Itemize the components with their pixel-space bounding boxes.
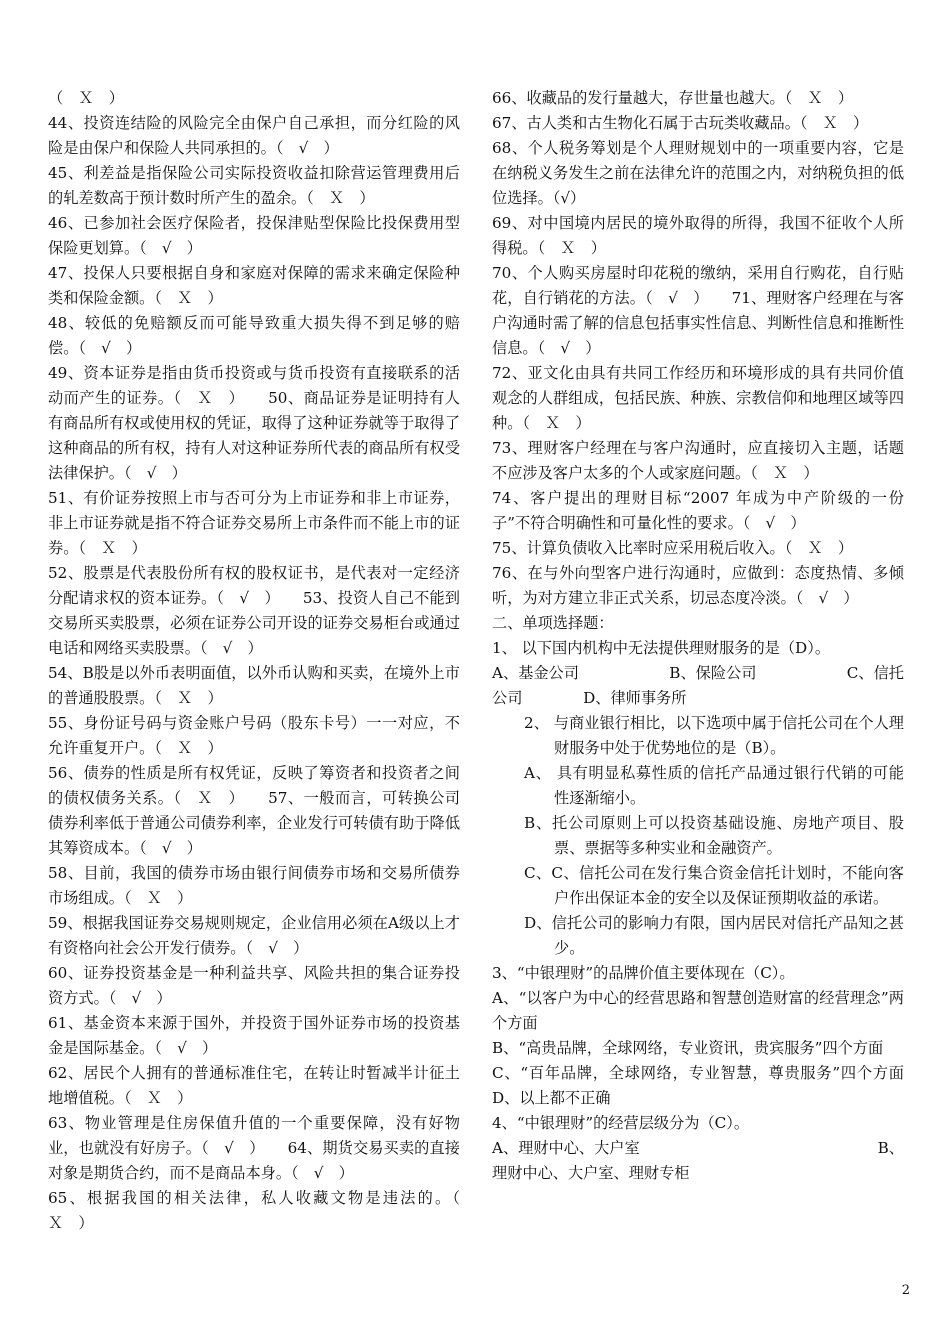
choice-question-1-options-cont: 公司 D、律师事务所 — [492, 689, 687, 707]
question-59: 59、根据我国证券交易规则规定，企业信用必须在A级以上才有资格向社会公开发行债券。（ √ ） — [48, 914, 460, 957]
choice-question-3-option-c-d: C、“百年品牌，全球网络，专业智慧，尊贵服务”四个方面 D、以上都不正确 — [492, 1064, 935, 1107]
choice-question-1-options — [492, 661, 904, 686]
choice-question-2-option-a: A、 具有明显私募性质的信托产品通过银行代销的可能性逐渐缩小。 — [524, 764, 904, 807]
question-47: 47、投保人只要根据自身和家庭对保障的需求来确定保险种类和保险金额。（ Ｘ ） — [48, 264, 460, 307]
choice-question-2-option-d: D、信托公司的影响力有限，国内居民对信托产品知之甚少。 — [524, 914, 904, 957]
choice-question-4-options-cont: 理财中心、大户室、理财专柜 — [492, 1164, 690, 1182]
question-48: 48、较低的免赔额反而可能导致重大损失得不到足够的赔偿。（ √ ） — [48, 314, 460, 357]
question-73: 73、理财客户经理在与客户沟通时，应直接切入主题，话题不应涉及客户太多的个人或家庭问题。（ Ｘ ） — [492, 439, 904, 482]
question-54: 54、B股是以外币表明面值，以外币认购和买卖，在境外上市的普通股股票。（ Ｘ ） — [48, 664, 460, 707]
question-76: 76、在与外向型客户进行沟通时，应做到：态度热情、多倾听，为对方建立非正式关系，切忌态度冷淡。（ √ ） — [492, 564, 904, 607]
question-69: 69、对中国境内居民的境外取得的所得，我国不征收个人所得税。（ Ｘ ） — [492, 214, 904, 257]
option-a: A、理财中心、大户室 — [492, 1139, 640, 1157]
choice-question-2-option-c: C、C、信托公司在发行集合资金信托计划时，不能向客户作出保证本金的安全以及保证预期收益的承诺。 — [524, 864, 904, 907]
question-49-50: 49、资本证券是指由货币投资或与货币投资有直接联系的活动而产生的证券。（ Ｘ ） 50、商品证券是证明持有人有商品所有权或使用权的凭证，取得了这种证券就等于取得了这种商品的所有权，持有人对这种证券所代表的商品所有权受法律保护。（ √ ） — [48, 364, 460, 482]
answer-continuation: （ Ｘ ） — [48, 89, 124, 107]
question-51: 51、有价证券按照上市与否可分为上市证券和非上市证券，非上市证券就是指不符合证券交易所上市条件而不能上市的证券。（ Ｘ ） — [48, 489, 460, 557]
question-62: 62、居民个人拥有的普通标准住宅，在转让时暂减半计征土地增值税。（ Ｘ ） — [48, 1064, 460, 1107]
question-65: 65、根据我国的相关法律，私人收藏文物是违法的。（ Ｘ ） — [48, 1189, 476, 1232]
right-column — [492, 86, 935, 1186]
choice-question-3-option-a: A、“以客户为中心的经营思路和智慧创造财富的经营理念”两个方面 — [492, 989, 904, 1032]
choice-question-1: 1、 以下国内机构中无法提供理财服务的是（D）。 — [492, 639, 831, 657]
left-column — [48, 86, 476, 1236]
choice-question-2: 2、 与商业银行相比，以下选项中属于信托公司在个人理财服务中处于优势地位的是（B）。 — [524, 714, 904, 757]
section-heading-single-choice: 二、单项选择题： — [492, 614, 614, 632]
option-c: C、信托 — [846, 664, 904, 682]
question-52-53: 52、股票是代表股份所有权的股权证书，是代表对一定经济分配请求权的资本证券。（ √ ） 53、投资人自己不能到交易所买卖股票，必须在证券公司开设的证券交易柜台或通过电话和网络买卖股票。（ √ ） — [48, 564, 460, 657]
question-75: 75、计算负债收入比率时应采用税后收入。（ Ｘ ） — [492, 539, 854, 557]
choice-question-2-option-b: B、托公司原则上可以投资基础设施、房地产项目、股票、票据等多种实业和金融资产。 — [524, 814, 904, 857]
option-a: A、基金公司 — [492, 664, 579, 682]
question-68: 68、个人税务筹划是个人理财规划中的一项重要内容，它是在纳税义务发生之前在法律允许的范围之内，对纳税负担的低位选择。（√） — [492, 139, 904, 207]
question-60: 60、证券投资基金是一种利益共享、风险共担的集合证券投资方式。（ √ ） — [48, 964, 460, 1007]
choice-question-3: 3、“中银理财”的品牌价值主要体现在（C）。 — [492, 964, 795, 982]
question-72: 72、亚文化由具有共同工作经历和环境形成的具有共同价值观念的人群组成，包括民族、种族、宗教信仰和地理区域等四种。（ Ｘ ） — [492, 364, 904, 432]
question-58: 58、目前，我国的债券市场由银行间债券市场和交易所债券市场组成。（ Ｘ ） — [48, 864, 460, 907]
question-74: 74、客户提出的理财目标“2007 年成为中产阶级的一份子”不符合明确性和可量化性的要求。（ √ ） — [492, 489, 904, 532]
choice-question-4: 4、“中银理财”的经营层级分为（C）。 — [492, 1114, 750, 1132]
question-45: 45、利差益是指保险公司实际投资收益扣除营运管理费用后的轧差数高于预计数时所产生的盈余。（ Ｘ ） — [48, 164, 460, 207]
question-66: 66、收藏品的发行量越大，存世量也越大。（ Ｘ ） — [492, 89, 854, 107]
question-46: 46、已参加社会医疗保险者，投保津贴型保险比投保费用型保险更划算。（ √ ） — [48, 214, 460, 257]
option-b: B、保险公司 — [669, 664, 757, 682]
question-56-57: 56、债券的性质是所有权凭证，反映了筹资者和投资者之间的债权债务关系。（ Ｘ ） 57、一般而言，可转换公司债券利率低于普通公司债券利率，企业发行可转债有助于降低其筹资成本。（ √ ） — [48, 764, 460, 857]
choice-question-3-option-b: B、“高贵品牌，全球网络，专业资讯，贵宾服务”四个方面 — [492, 1039, 884, 1057]
question-63-64: 63、物业管理是住房保值升值的一个重要保障，没有好物业，也就没有好房子。（ √ ） 64、期货交易买卖的直接对象是期货合约，而不是商品本身。（ √ ） — [48, 1114, 460, 1182]
question-70-71: 70、个人购买房屋时印花税的缴纳，采用自行购花，自行贴花，自行销花的方法。（ √ ） 71、理财客户经理在与客户沟通时需了解的信息包括事实性信息、判断性信息和推断性信息。（ √ ） — [492, 264, 904, 357]
choice-question-4-options — [492, 1136, 904, 1161]
question-44: 44、投资连结险的风险完全由保户自己承担，而分红险的风险是由保户和保险人共同承担的。（ √ ） — [48, 114, 460, 157]
option-b: B、 — [877, 1139, 904, 1157]
question-61: 61、基金资本来源于国外，并投资于国外证券市场的投资基金是国际基金。（ √ ） — [48, 1014, 460, 1057]
question-55: 55、身份证号码与资金账户号码（股东卡号）一一对应，不允许重复开户。（ Ｘ ） — [48, 714, 460, 757]
question-67: 67、古人类和古生物化石属于古玩类收藏品。（ Ｘ ） — [492, 114, 869, 132]
page-number: 2 — [901, 1283, 910, 1298]
